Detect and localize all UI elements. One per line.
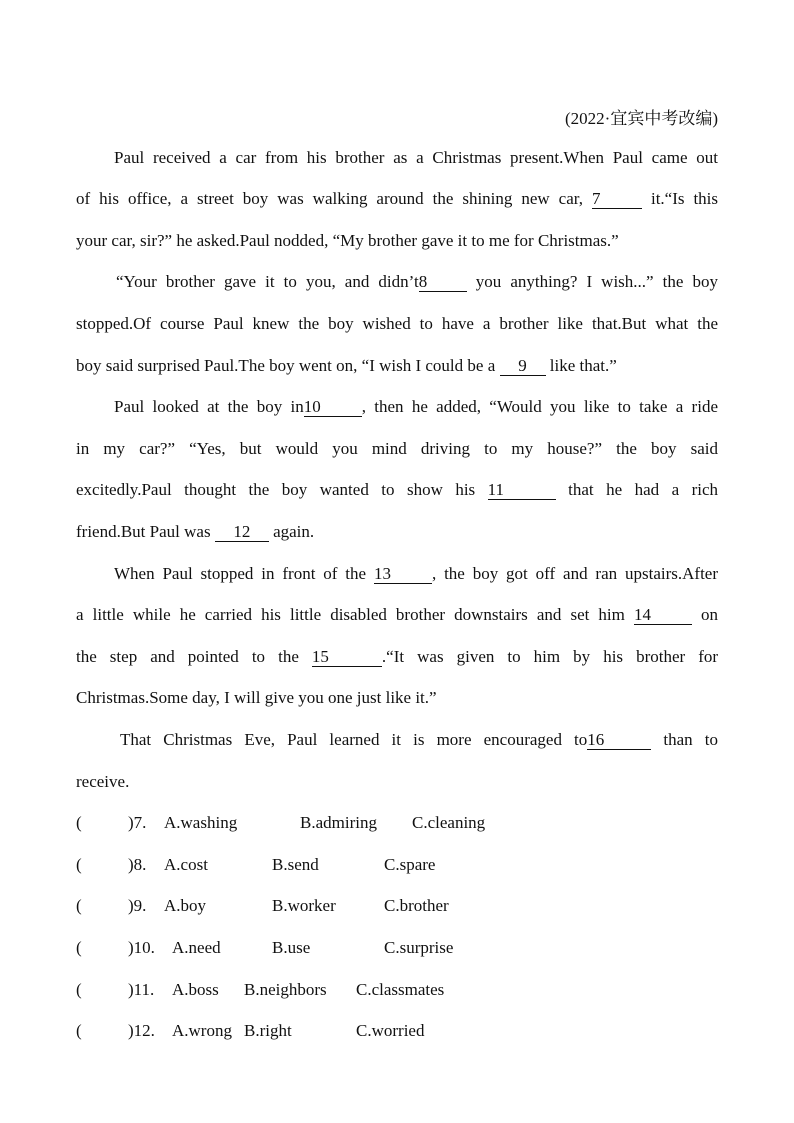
option-a[interactable]: A.boss (172, 980, 219, 999)
option-a[interactable]: A.cost (164, 855, 208, 874)
passage-line: Christmas.Some day, I will give you one just like it.” (76, 688, 437, 707)
blank-14[interactable]: 14 (634, 606, 692, 625)
passage-line: in my car?” “Yes, but would you mind driving to my house?” the boy said (76, 439, 718, 458)
source-note: (2022·宜宾中考改编) (565, 109, 718, 128)
option-a[interactable]: A.wrong (172, 1021, 232, 1040)
blank-10[interactable]: 10 (304, 398, 362, 417)
option-c[interactable]: C.brother (384, 896, 449, 915)
option-b[interactable]: B.send (272, 855, 319, 874)
option-b[interactable]: B.neighbors (244, 980, 327, 999)
passage-line: Paul received a car from his brother as a Christmas present.When Paul came out (114, 148, 718, 167)
option-c[interactable]: C.surprise (384, 938, 454, 957)
passage-line: friend.But Paul was 12 again. (76, 522, 315, 541)
passage-line: the step and pointed to the 15 .“It was given to him by his brother for (76, 647, 719, 666)
blank-12[interactable]: 12 (215, 523, 269, 542)
passage-line: Paul looked at the boy in10 , then he added, “Would you like to take a ride (114, 397, 718, 416)
question-number: )10. (128, 938, 155, 957)
option-a[interactable]: A.need (172, 938, 221, 957)
answer-paren[interactable]: ( (76, 855, 82, 874)
passage-line: When Paul stopped in front of the 13 , the boy got off and ran upstairs.After (114, 564, 719, 583)
answer-paren[interactable]: ( (76, 813, 82, 832)
passage-line: receive. (76, 772, 130, 791)
option-b[interactable]: B.admiring (300, 813, 377, 832)
passage-line: boy said surprised Paul.The boy went on, “I wish I could be a 9 like that.” (76, 356, 617, 375)
question-number: )7. (128, 813, 147, 832)
option-c[interactable]: C.worried (356, 1021, 425, 1040)
answer-paren[interactable]: ( (76, 1021, 82, 1040)
option-c[interactable]: C.spare (384, 855, 436, 874)
blank-13[interactable]: 13 (374, 565, 432, 584)
option-c[interactable]: C.classmates (356, 980, 445, 999)
blank-11[interactable]: 11 (488, 481, 556, 500)
passage-line: a little while he carried his little disabled brother downstairs and set him 14 on (76, 605, 719, 624)
blank-7[interactable]: 7 (592, 190, 642, 209)
answer-paren[interactable]: ( (76, 938, 82, 957)
passage-line: That Christmas Eve, Paul learned it is more encouraged to16 than to (120, 730, 718, 749)
passage-line: stopped.Of course Paul knew the boy wished to have a brother like that.But what the (76, 314, 718, 333)
passage-line: “Your brother gave it to you, and didn’t8 you anything? I wish...” the boy (116, 272, 718, 291)
blank-16[interactable]: 16 (587, 731, 651, 750)
blank-9[interactable]: 9 (500, 357, 546, 376)
passage-line: excitedly.Paul thought the boy wanted to show his 11 that he had a rich (76, 480, 719, 499)
option-b[interactable]: B.worker (272, 896, 336, 915)
question-number: )11. (128, 980, 155, 999)
option-a[interactable]: A.boy (164, 896, 207, 915)
answer-paren[interactable]: ( (76, 980, 82, 999)
question-number: )9. (128, 896, 147, 915)
passage-line: your car, sir?” he asked.Paul nodded, “My brother gave it to me for Christmas.” (76, 231, 619, 250)
option-c[interactable]: C.cleaning (412, 813, 486, 832)
passage-line: of his office, a street boy was walking around the shining new car, 7 it.“Is this (76, 189, 719, 208)
option-b[interactable]: B.right (244, 1021, 292, 1040)
option-b[interactable]: B.use (272, 938, 311, 957)
blank-15[interactable]: 15 (312, 648, 382, 667)
option-a[interactable]: A.washing (164, 813, 238, 832)
question-number: )8. (128, 855, 147, 874)
answer-paren[interactable]: ( (76, 896, 82, 915)
blank-8[interactable]: 8 (419, 273, 467, 292)
question-number: )12. (128, 1021, 155, 1040)
